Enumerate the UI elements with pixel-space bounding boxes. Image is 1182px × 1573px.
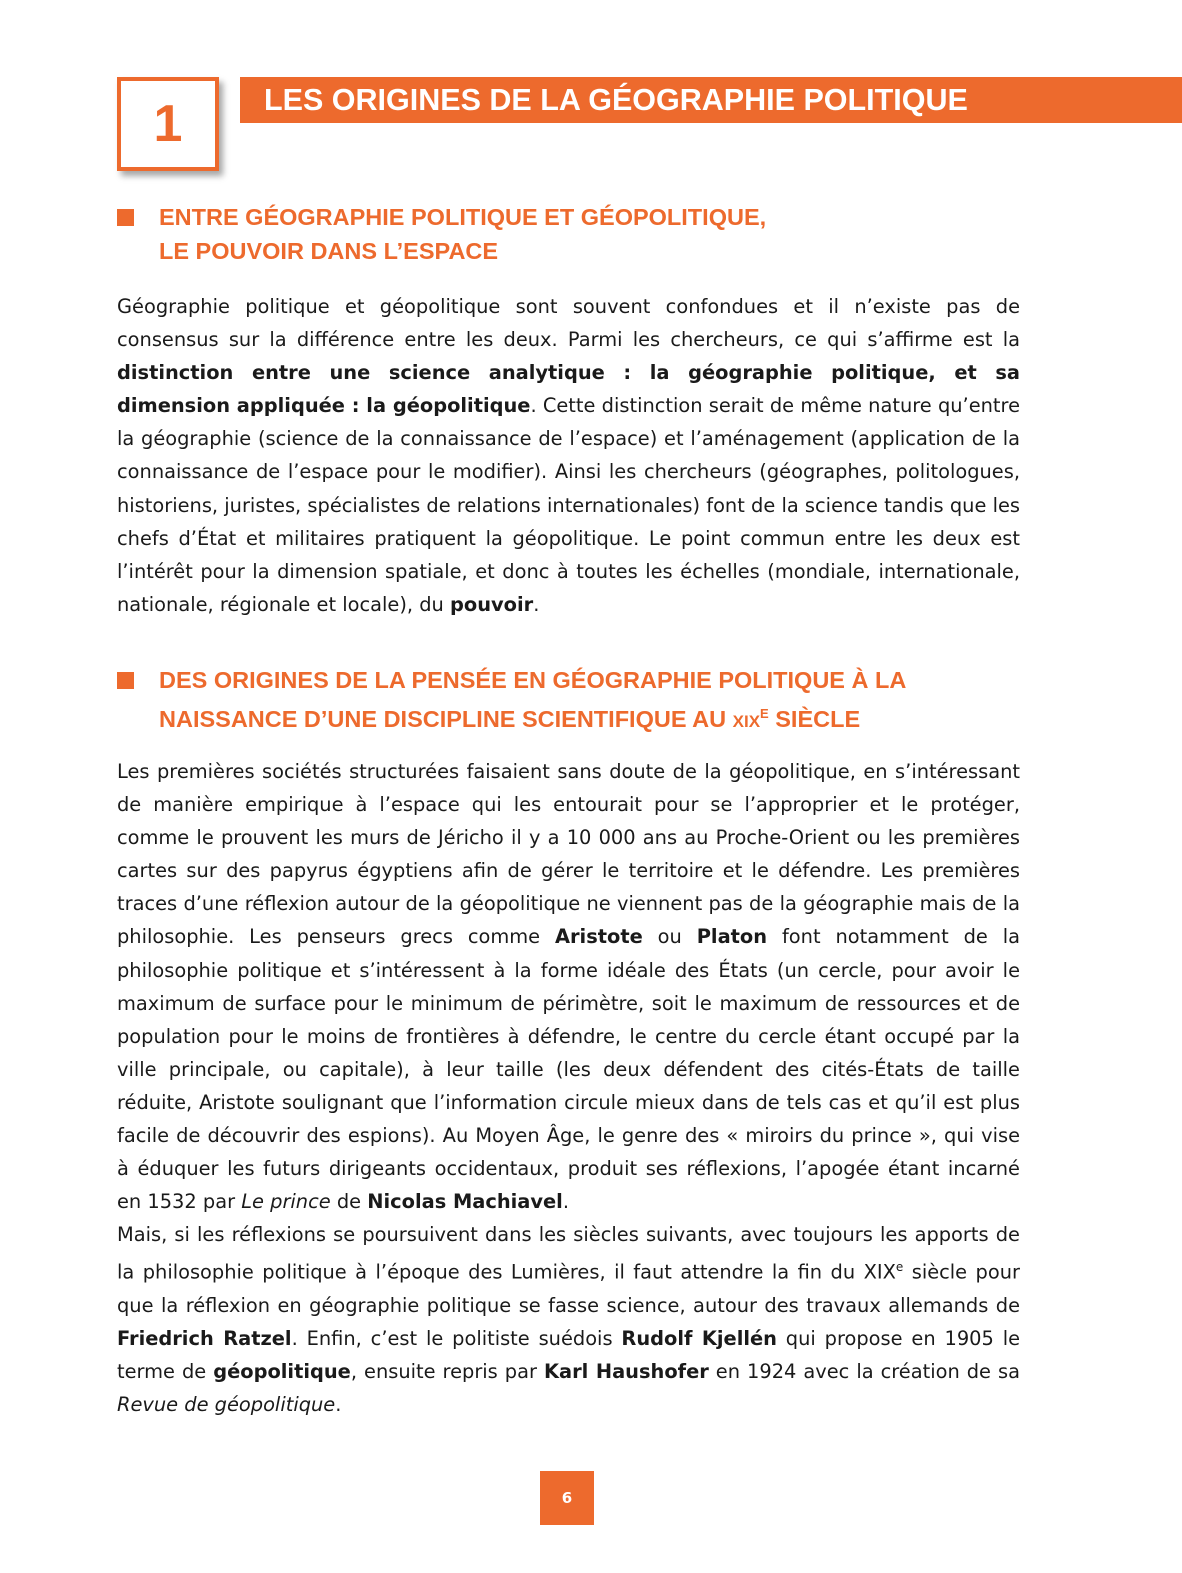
bold-run: Nicolas Machiavel bbox=[367, 1190, 563, 1214]
page-number: 6 bbox=[540, 1471, 594, 1525]
text-run: . bbox=[533, 592, 540, 616]
text-run: . Cette distinction serait de même nature qu’entre la géographie (science de la connaissance de l’espace) et l’aménagement (application de la connaissance de l’espace pour le modifier). Ainsi les chercheurs (géographes, politologues, historiens, juristes, spécialistes de relations internationales) font de la science tandis que les chefs d’État et militaires pratiquent la géopolitique. Le point commun entre les deux est l’intérêt pour la dimension spatiale, et donc à toutes les échelles (mondiale, internationale, nationale, régionale et locale), du bbox=[117, 394, 1021, 616]
italic-run: Revue de géopolitique bbox=[117, 1393, 336, 1417]
text-run: . bbox=[562, 1190, 570, 1214]
text-run: Mais, si les réflexions se poursuivent dans les siècles suivants, avec toujours les apports de la philosophie politique à l’époque des Lumières, il faut attendre la fin du XIX bbox=[117, 1223, 1020, 1284]
text-run: , ensuite repris par bbox=[350, 1360, 544, 1384]
text-run: ou bbox=[642, 925, 697, 949]
text-run: siècle pour que la réflexion en géographie politique se fasse science, autour des travaux allemands de bbox=[117, 1260, 1020, 1317]
section2-heading-line1: DES ORIGINES DE LA PENSÉE EN GÉOGRAPHIE POLITIQUE À LA bbox=[159, 667, 907, 693]
bold-run: Aristote bbox=[554, 925, 643, 949]
text-run: SIÈCLE bbox=[768, 705, 861, 732]
bold-run: Platon bbox=[696, 925, 768, 949]
section1-heading-line2: LE POUVOIR DANS L’ESPACE bbox=[159, 238, 499, 264]
text-run: qui propose en 1905 le terme de bbox=[117, 1327, 1021, 1384]
bold-run: pouvoir bbox=[450, 592, 534, 616]
section1-heading bbox=[117, 200, 1017, 268]
superscript: e bbox=[895, 1260, 904, 1275]
chapter-number-box bbox=[117, 77, 219, 171]
text-run: . bbox=[335, 1393, 342, 1417]
text-run: Géographie politique et géopolitique sont souvent confondues et il n’existe pas de consensus sur la différence entre les deux. Parmi les chercheurs, ce qui s’affirme est la bbox=[117, 295, 1020, 352]
bold-run: Karl Haushofer bbox=[543, 1360, 709, 1384]
section2-body bbox=[117, 755, 1020, 1421]
section2-paragraph1 bbox=[117, 755, 1020, 1218]
square-bullet-icon bbox=[117, 672, 134, 689]
bold-run: géopolitique bbox=[213, 1360, 351, 1384]
roman-numeral: XIX bbox=[732, 711, 761, 731]
italic-run: Le prince bbox=[241, 1190, 331, 1214]
square-bullet-icon bbox=[117, 209, 134, 226]
text-run: NAISSANCE D’UNE DISCIPLINE SCIENTIFIQUE AU bbox=[159, 705, 733, 732]
bold-run: Friedrich Ratzel bbox=[117, 1327, 292, 1351]
text-run: font notamment de la philosophie politique et s’intéressent à la forme idéale des États (un cercle, pour avoir le maximum de surface pour le minimum de périmètre, soit le maximum de ressources et de population pour le moins de frontières à défendre, le centre du cercle étant occupé par la ville principale, ou capitale), à leur taille (les deux défendent des cités-États de taille réduite, Aristote soulignant que l’information circule mieux dans de tels cas et qu’il est plus facile de découvrir des espions). Au Moyen Âge, le genre des « miroirs du prince », qui vise à éduquer les futurs dirigeants occidentaux, produit ses réflexions, l’apogée étant incarné en 1532 par bbox=[117, 925, 1020, 1214]
bold-run: distinction entre une science analytique : la géographie politique, et sa dimension appliquée : la géopolitique bbox=[117, 361, 1020, 418]
superscript: E bbox=[760, 706, 769, 721]
section1-body bbox=[117, 290, 1020, 621]
text-run: . Enfin, c’est le politiste suédois bbox=[291, 1327, 622, 1351]
chapter-title: LES ORIGINES DE LA GÉOGRAPHIE POLITIQUE bbox=[240, 77, 1182, 123]
text-run: en 1924 avec la création de sa bbox=[708, 1360, 1020, 1384]
section1-paragraph bbox=[117, 290, 1020, 621]
section1-heading-line1: ENTRE GÉOGRAPHIE POLITIQUE ET GÉOPOLITIQUE, bbox=[159, 204, 767, 230]
text-run: de bbox=[330, 1190, 368, 1214]
section2-heading-line2 bbox=[117, 697, 1017, 739]
bold-run: Rudolf Kjellén bbox=[621, 1327, 777, 1351]
section2-heading bbox=[117, 663, 1017, 739]
text-run: Les premières sociétés structurées faisaient sans doute de la géopolitique, en s’intéressant de manière empirique à l’espace qui les entourait pour se l’approprier et le protéger, comme le prouvent les murs de Jéricho il y a 10 000 ans au Proche-Orient ou les premières cartes sur des papyrus égyptiens afin de gérer le territoire et le défendre. Les premières traces d’une réflexion autour de la géopolitique ne viennent pas de la géographie mais de la philosophie. Les penseurs grecs comme bbox=[117, 760, 1020, 949]
chapter-number: 1 bbox=[153, 95, 183, 153]
section2-paragraph2 bbox=[117, 1218, 1020, 1421]
